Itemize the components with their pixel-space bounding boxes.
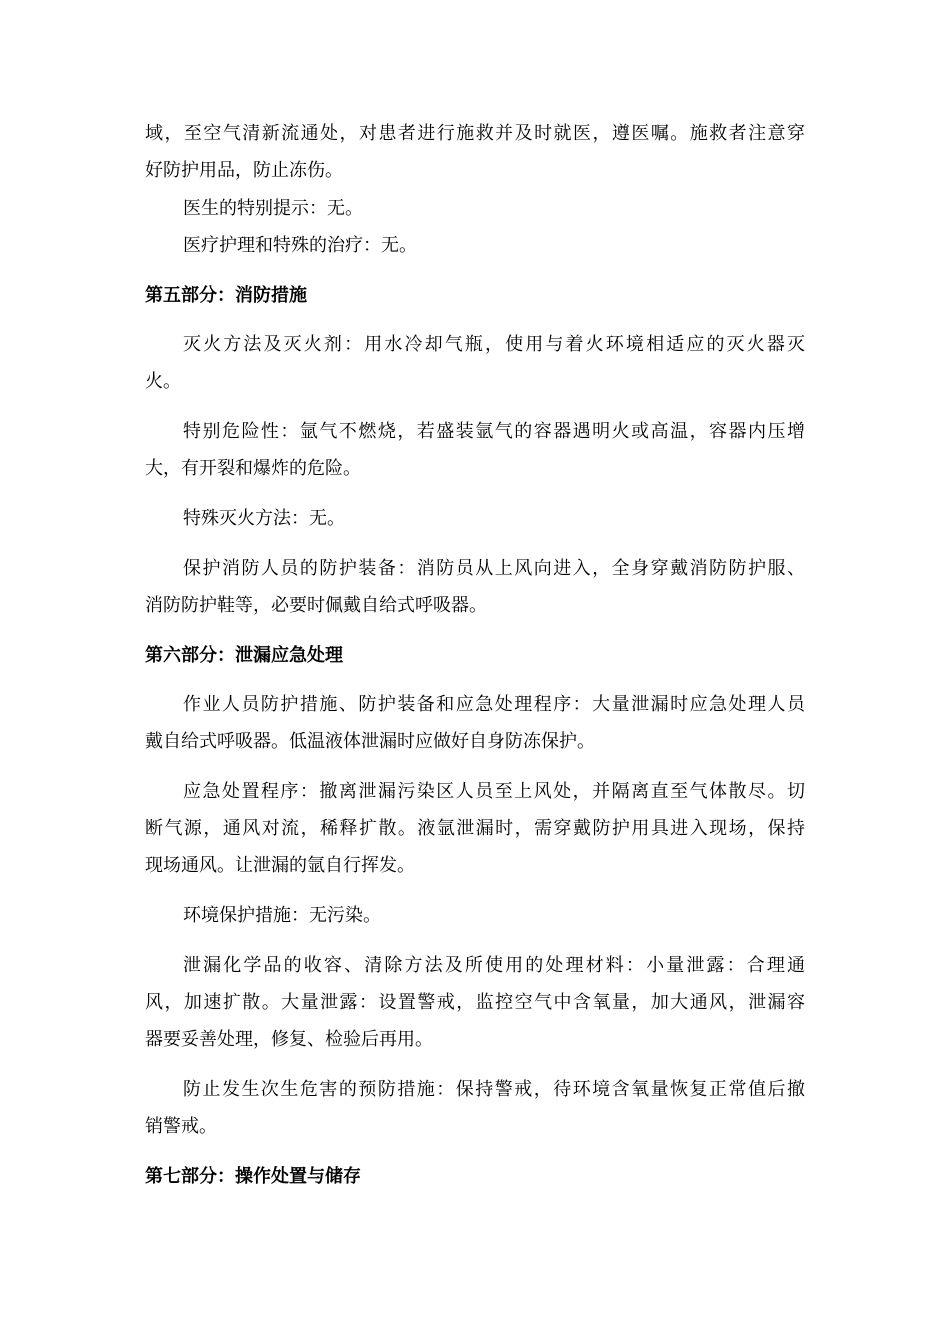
medical-care: 医疗护理和特殊的治疗：无。 — [183, 235, 417, 256]
s5-p4-line-1: 保护消防人员的防护装备：消防员从上风向进入，全身穿戴消防防护服、 — [183, 558, 805, 579]
s6-p5-line-1: 防止发生次生危害的预防措施：保持警戒，待环境含氧量恢复正常值后撤 — [183, 1079, 805, 1100]
s5-p1-line-1: 灭火方法及灭火剂：用水冷却气瓶，使用与着火环境相适应的灭火器灭 — [183, 334, 805, 355]
s6-p4-line-1: 泄漏化学品的收容、清除方法及所使用的处理材料：小量泄露：合理通 — [183, 955, 805, 976]
s6-p4-line-2: 风，加速扩散。大量泄露：设置警戒，监控空气中含氧量，加大通风，泄漏容 — [145, 992, 805, 1013]
s6-p3: 环境保护措施：无污染。 — [183, 905, 381, 926]
s6-p1-line-2: 戴自给式呼吸器。低温液体泄漏时应做好自身防冻保护。 — [145, 731, 595, 752]
s6-p2-line-2: 断气源，通风对流，稀释扩散。液氩泄漏时，需穿戴防护用具进入现场，保持 — [145, 818, 805, 839]
section-5-heading: 第五部分：消防措施 — [145, 285, 307, 306]
s5-p1-line-2: 火。 — [145, 371, 181, 392]
doctor-note: 医生的特别提示：无。 — [183, 198, 363, 219]
s6-p4-line-3: 器要妥善处理，修复、检验后再用。 — [145, 1029, 433, 1050]
s5-p2-line-1: 特别危险性：氩气不燃烧，若盛装氩气的容器遇明火或高温，容器内压增 — [183, 421, 805, 442]
intro-line-1: 域，至空气清新流通处，对患者进行施救并及时就医，遵医嘱。施救者注意穿 — [145, 123, 805, 144]
s5-p3: 特殊灭火方法：无。 — [183, 508, 345, 529]
s5-p2-line-2: 大，有开裂和爆炸的危险。 — [145, 458, 361, 479]
section-7-heading: 第七部分：操作处置与储存 — [145, 1166, 361, 1187]
intro-line-2: 好防护用品，防止冻伤。 — [145, 160, 343, 181]
s6-p5-line-2: 销警戒。 — [145, 1116, 217, 1137]
s5-p4-line-2: 消防防护鞋等，必要时佩戴自给式呼吸器。 — [145, 595, 487, 616]
section-6-heading: 第六部分：泄漏应急处理 — [145, 645, 343, 666]
s6-p2-line-3: 现场通风。让泄漏的氩自行挥发。 — [145, 855, 415, 876]
s6-p1-line-1: 作业人员防护措施、防护装备和应急处理程序：大量泄漏时应急处理人员 — [183, 694, 805, 715]
s6-p2-line-1: 应急处置程序：撤离泄漏污染区人员至上风处，并隔离直至气体散尽。切 — [183, 781, 805, 802]
